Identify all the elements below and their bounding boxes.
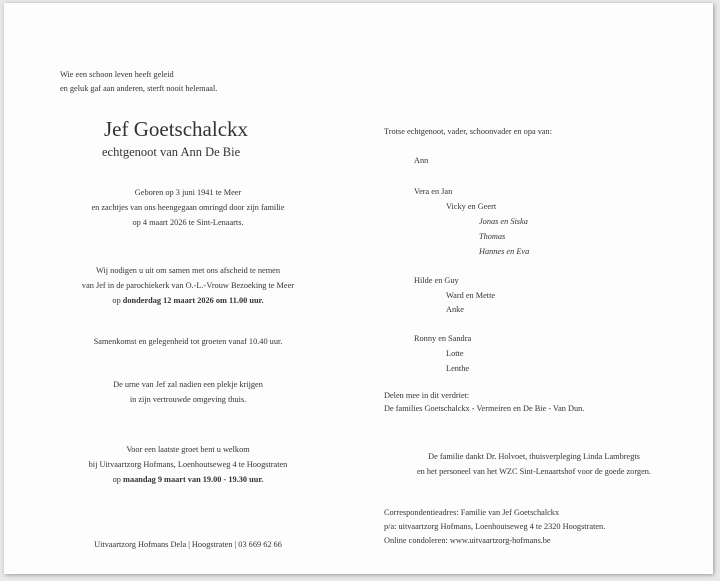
urn-line-1: De urne van Jef zal nadien een plekje krijgen <box>113 380 263 389</box>
family-hilde: Hilde en Guy <box>414 276 459 285</box>
visit-line-2: bij Uitvaartzorg Hofmans, Loenhoutseweg 4 te Hoogstraten <box>88 460 288 469</box>
address-line-1: Correspondentieadres: Familie van Jef Goetschalckx <box>384 508 560 517</box>
quote-line-2: en geluk gaf aan anderen, sterft nooit helemaal. <box>60 84 218 93</box>
family-ronny: Ronny en Sandra <box>414 334 472 343</box>
family-vicky: Vicky en Geert <box>446 202 497 211</box>
urn-line-2: in zijn vertrouwde omgeving thuis. <box>129 395 247 404</box>
funeral-datetime: donderdag 12 maart 2026 om 11.00 uur. <box>122 296 264 305</box>
family-lenthe: Lenthe <box>446 364 470 373</box>
born-line-1: Geboren op 3 juni 1941 te Meer <box>134 188 242 197</box>
born-line-3: op 4 maart 2026 te Sint-Lenaarts. <box>132 218 244 227</box>
invite-line-3: op donderdag 12 maart 2026 om 11.00 uur. <box>112 296 264 305</box>
born-line-2: en zachtjes van ons heengegaan omringd door zijn familie <box>91 203 285 212</box>
family-hannes: Hannes en Eva <box>479 247 530 256</box>
condolence-website: Online condoleren: www.uitvaartzorg-hofmans.be <box>384 536 551 545</box>
invite-line-2: van Jef in de parochiekerk van O.-L.-Vrouw Bezoeking te Meer <box>81 281 295 290</box>
family-ann: Ann <box>414 156 429 165</box>
thanks-line-1: De familie dankt Dr. Holvoet, thuisverpleging Linda Lambregts <box>428 452 640 461</box>
family-ward: Ward en Mette <box>446 291 496 300</box>
grief-line-1: Delen mee in dit verdriet: <box>384 391 470 400</box>
funeral-home-footer: Uitvaartzorg Hofmans Dela | Hoogstraten | 03 669 62 66 <box>94 540 282 549</box>
family-intro: Trotse echtgenoot, vader, schoonvader en opa van: <box>384 127 553 136</box>
quote-line-1: Wie een schoon leven heeft geleid <box>60 70 174 79</box>
visit-line-3: op maandag 9 maart van 19.00 - 19.30 uur. <box>112 475 264 484</box>
spouse-line: echtgenoot van Ann De Bie <box>102 145 241 159</box>
visit-datetime: maandag 9 maart van 19.00 - 19.30 uur. <box>123 475 264 484</box>
family-vera: Vera en Jan <box>414 187 453 196</box>
family-anke: Anke <box>446 305 464 314</box>
visit-line-1: Voor een laatste groet bent u welkom <box>126 445 250 454</box>
address-line-2: p/a: uitvaartzorg Hofmans, Loenhoutseweg 4 te 2320 Hoogstraten. <box>384 522 606 531</box>
family-jonas: Jonas en Siska <box>479 217 528 226</box>
thanks-line-2: en het personeel van het WZC Sint-Lenaartshof voor de goede zorgen. <box>416 467 651 476</box>
family-lotte: Lotte <box>446 349 464 358</box>
gathering-line: Samenkomst en gelegenheid tot groeten vanaf 10.40 uur. <box>93 337 283 346</box>
deceased-name: Jef Goetschalckx <box>104 117 249 141</box>
invite-line-1: Wij nodigen u uit om samen met ons afscheid te nemen <box>96 266 280 275</box>
family-thomas: Thomas <box>479 232 506 241</box>
grief-line-2: De families Goetschalckx - Vermeiren en De Bie - Van Dun. <box>384 404 585 413</box>
